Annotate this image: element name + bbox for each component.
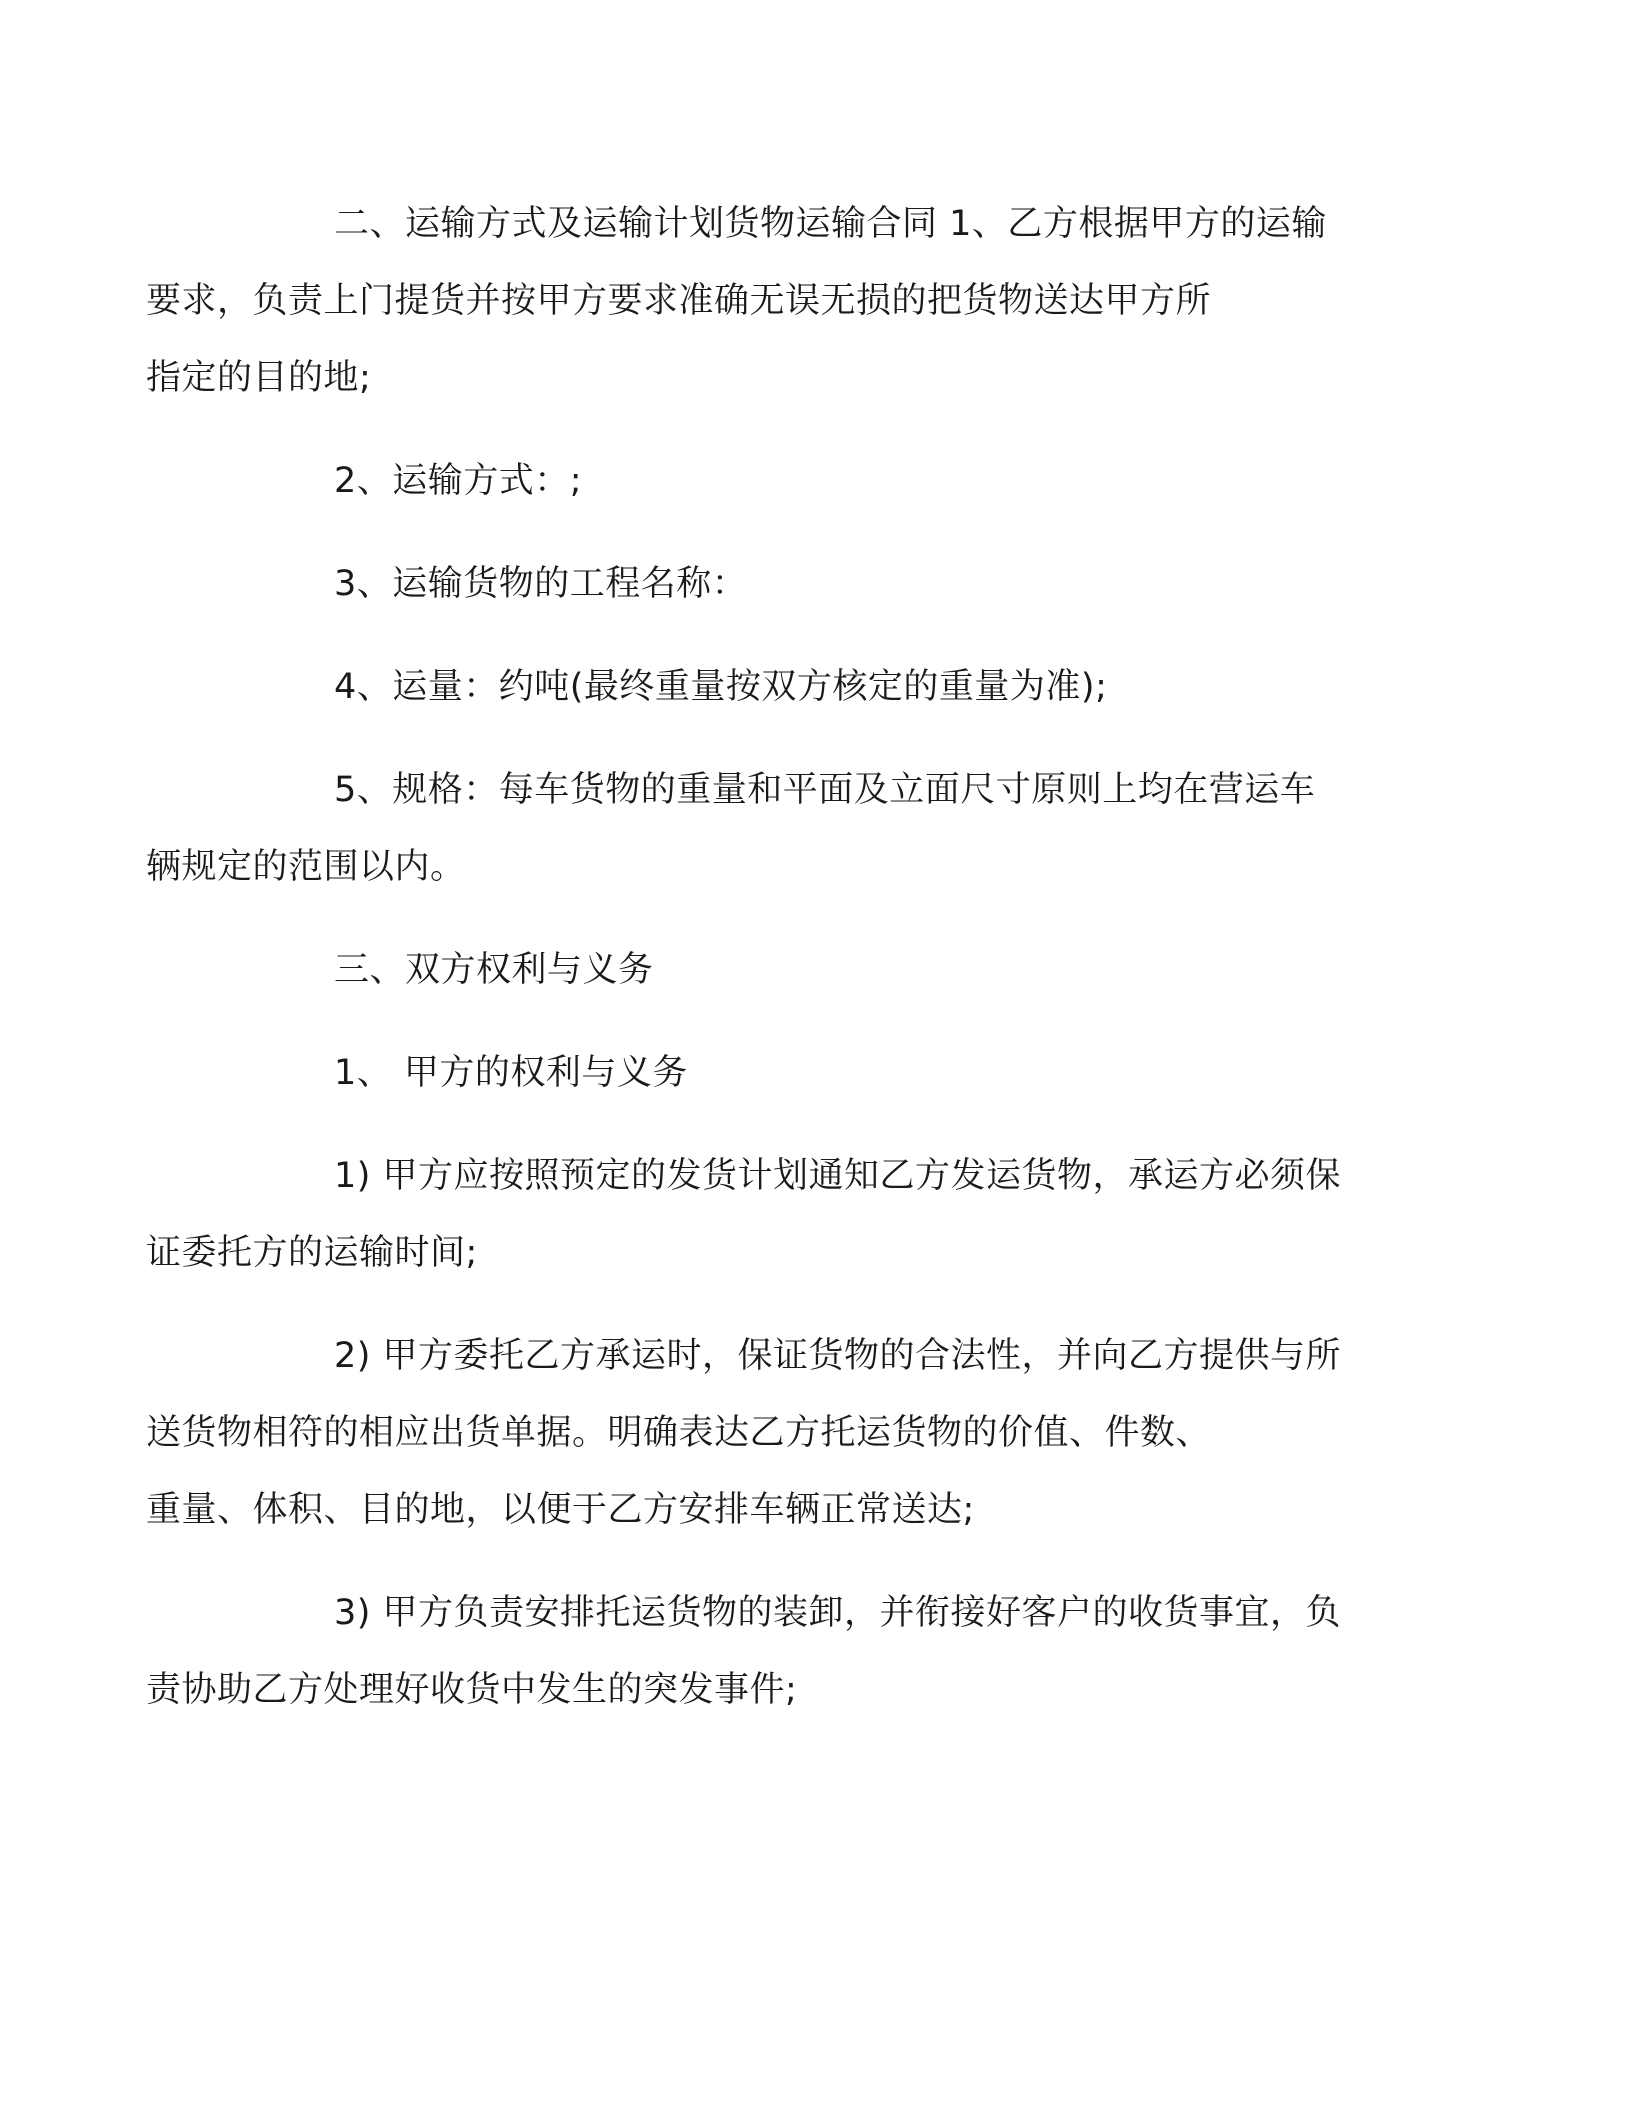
document-body [146,186,1380,1755]
item-3-paragraph [240,546,1380,623]
text-line: 要求，负责上门提货并按甲方要求准确无误无损的把货物送达甲方所 [146,281,1212,321]
item-5-paragraph [146,752,1380,906]
clause-2-paragraph [146,1318,1380,1549]
section-3-1-heading-paragraph [240,1035,1380,1112]
clause-3-paragraph [146,1575,1380,1729]
text-line: 辆规定的范围以内。 [146,847,466,887]
section-3-heading-paragraph [240,932,1380,1009]
text-line: 1、 甲方的权利与义务 [334,1053,688,1093]
item-2-paragraph [240,443,1380,520]
text-line: 5、规格：每车货物的重量和平面及立面尺寸原则上均在营运车 [334,770,1316,810]
text-line: 2、运输方式：; [334,461,583,501]
text-line: 3、运输货物的工程名称： [334,564,748,604]
section-2-heading-paragraph [146,186,1380,417]
text-line: 重量、体积、目的地，以便于乙方安排车辆正常送达; [146,1490,975,1530]
text-line: 1) 甲方应按照预定的发货计划通知乙方发运货物，承运方必须保 [334,1156,1342,1196]
item-4-paragraph [240,649,1380,726]
text-line: 证委托方的运输时间; [146,1233,478,1273]
clause-1-paragraph [146,1138,1380,1292]
text-line: 三、双方权利与义务 [334,950,654,990]
text-line: 4、运量：约吨(最终重量按双方核定的重量为准); [334,667,1108,707]
text-line: 指定的目的地; [146,358,372,398]
text-line: 2) 甲方委托乙方承运时，保证货物的合法性，并向乙方提供与所 [334,1336,1342,1376]
text-line: 二、运输方式及运输计划货物运输合同 1、乙方根据甲方的运输 [334,204,1327,244]
text-line: 送货物相符的相应出货单据。明确表达乙方托运货物的价值、件数、 [146,1413,1212,1453]
text-line: 责协助乙方处理好收货中发生的突发事件; [146,1670,798,1710]
text-line: 3) 甲方负责安排托运货物的装卸，并衔接好客户的收货事宜，负 [334,1593,1342,1633]
